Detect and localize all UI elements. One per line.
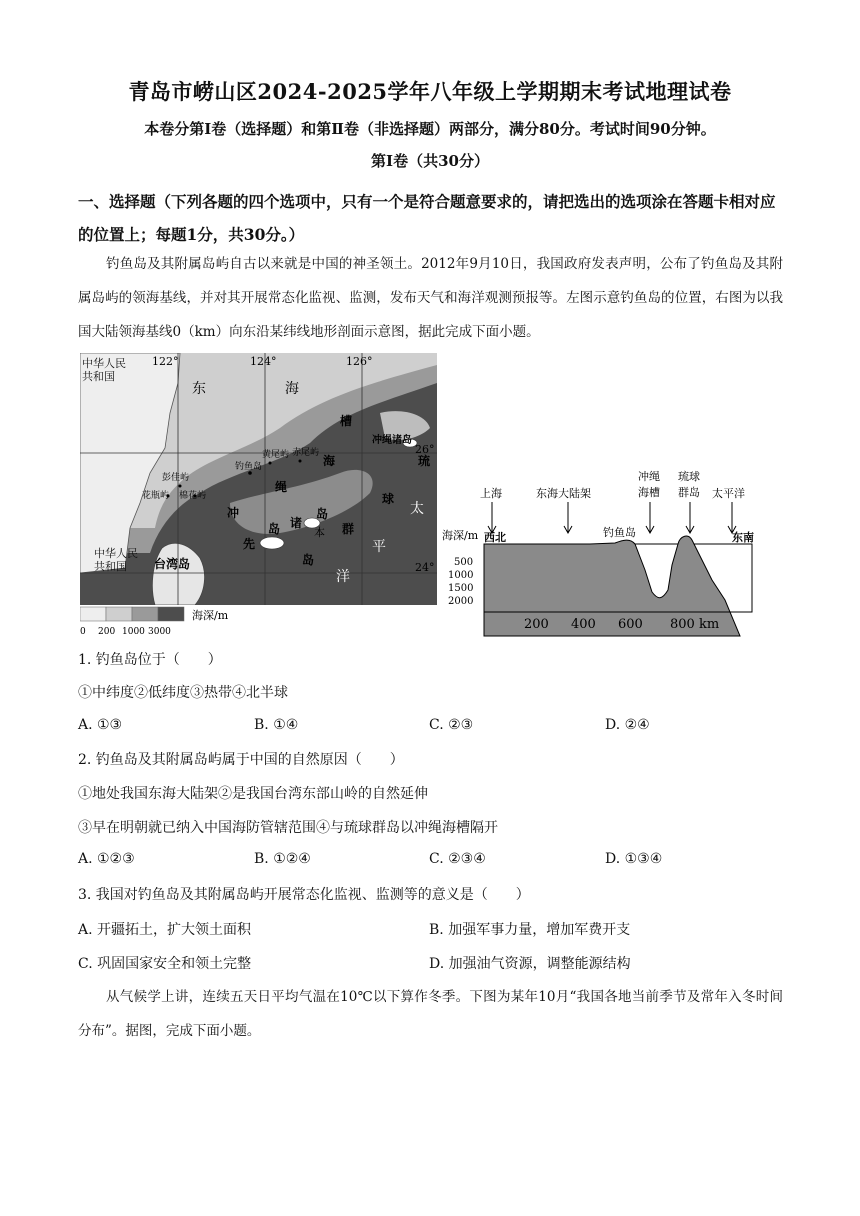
diaoyu-island-label: 钓鱼岛 — [235, 462, 263, 472]
sakishima-char-5: 群 — [342, 522, 355, 536]
legend-tick-200: 200 — [98, 627, 116, 637]
question-3-options-row1 — [78, 919, 783, 939]
chiwei-islet-dot — [299, 460, 302, 463]
sakishima-char-4: 岛 — [316, 507, 329, 521]
pengjia-islet-dot — [179, 485, 182, 488]
okinawa-islands-label: 冲绳诸岛 — [372, 435, 412, 446]
question-2-statements-2: ③早在明朝就已纳入中国海防管辖范围④与琉球群岛以冲绳海槽隔开 — [78, 820, 498, 836]
legend-swatch-1000 — [132, 607, 158, 621]
sakishima-char-3: 诸 — [290, 516, 303, 530]
label-trough-line2: 海槽 — [638, 486, 660, 499]
label-diaoyu-profile: 钓鱼岛 — [603, 526, 636, 539]
label-pacific: 太平洋 — [712, 487, 745, 500]
label-shanghai: 上海 — [480, 487, 502, 500]
legend-swatch-200 — [106, 607, 132, 621]
exam-instructions: 本卷分第Ⅰ卷（选择题）和第Ⅱ卷（非选择题）两部分，满分80分。考试时间90分钟。 — [144, 120, 716, 138]
pacific-label-3: 洋 — [336, 569, 350, 585]
taiwan-label: 台湾岛 — [154, 557, 191, 571]
question-2-options — [78, 851, 783, 871]
question-2-statements-1: ①地处我国东海大陆架②是我国台湾东部山岭的自然延伸 — [78, 786, 428, 802]
diaoyu-location-map — [80, 353, 437, 605]
trough-char-4: 冲 — [227, 506, 240, 520]
label-shelf: 东海大陆架 — [536, 487, 591, 500]
legend-tick-1000: 1000 — [122, 627, 145, 637]
intro-paragraph-winter: 从气候学上讲，连续五天日平均气温在10℃以下算作冬季。下图为某年10月“我国各地当前季节及常年入冬时间分布”。据图，完成下面小题。 — [78, 989, 783, 1039]
intro-paragraph-diaoyu: 钓鱼岛及其附属岛屿自古以来就是中国的神圣领土。2012年9月10日，我国政府发表声明，公布了钓鱼岛及其附属岛屿的领海基线，并对其开展常态化监视、监测，发布天气和海洋观测预报等。左图示意钓鱼岛的位置，右图为以我国大陆领海基线0（km）向东沿某纬线地形剖面示意图，据此完成下面小题。 — [78, 256, 783, 340]
distance-tick-400: 400 — [571, 617, 596, 632]
lat-label-26: 26° — [415, 443, 435, 456]
depth-tick-1000: 1000 — [448, 570, 474, 581]
sakishima-char-1: 先 — [243, 537, 256, 551]
section-heading: 一、选择题（下列各题的四个选项中，只有一个是符合题意要求的，请把选出的选项涂在答题卡相对应的位置上；每题1分，共30分。） — [78, 192, 776, 244]
lat-label-24: 24° — [415, 561, 435, 574]
trough-char-2: 海 — [323, 454, 336, 468]
distance-tick-600: 600 — [618, 617, 643, 632]
q3-option-d[interactable]: D. 加强油气资源，调整能源结构 — [429, 956, 631, 972]
question-2-stem: 2. 钓鱼岛及其附属岛屿属于中国的自然原因（ ） — [78, 752, 404, 768]
trough-char-1: 槽 — [340, 414, 353, 428]
mainland-label-bottom: 中华人民共和国 — [94, 547, 138, 573]
question-3-options-row2 — [78, 953, 783, 973]
depth-tick-1500: 1500 — [448, 583, 474, 594]
sakishima-char-2: 岛 — [268, 522, 281, 536]
question-1-stem: 1. 钓鱼岛位于（ ） — [78, 652, 222, 668]
legend-swatch-0 — [80, 607, 106, 621]
huangwei-islet-dot — [269, 462, 272, 465]
q2-option-c[interactable]: C. ②③④ — [429, 851, 486, 867]
q2-option-b[interactable]: B. ①②④ — [254, 851, 311, 867]
q1-option-a[interactable]: A. ①③ — [78, 717, 123, 733]
sakishima-char-7: 岛 — [302, 553, 315, 567]
chiwei-islet-label: 赤尾屿 — [292, 448, 320, 458]
lon-label-122: 122° — [152, 355, 179, 368]
label-ryukyu-line2: 群岛 — [678, 486, 700, 499]
pacific-label-1: 太 — [410, 501, 424, 517]
mainland-label-top: 中华人民共和国 — [82, 357, 126, 383]
lon-label-126: 126° — [346, 355, 373, 368]
east-china-sea-label-2: 海 — [285, 381, 299, 397]
q2-option-d[interactable]: D. ①③④ — [605, 851, 663, 867]
distance-tick-200: 200 — [524, 617, 549, 632]
q1-option-b[interactable]: B. ①④ — [254, 717, 299, 733]
legend-swatch-3000 — [158, 607, 184, 621]
part-heading: 第Ⅰ卷（共30分） — [371, 152, 489, 170]
question-3-stem: 3. 我国对钓鱼岛及其附属岛屿开展常态化监视、监测等的意义是（ ） — [78, 887, 530, 903]
terrain-profile-diagram — [440, 440, 760, 640]
page-title: 青岛市崂山区2024-2025学年八年级上学期期末考试地理试卷 — [128, 79, 732, 104]
label-trough-line1: 冲绳 — [638, 470, 660, 483]
label-southeast: 东南 — [732, 531, 754, 544]
label-northwest: 西北 — [484, 531, 506, 544]
sakishima-char-6: 本 — [314, 526, 325, 539]
q3-option-a[interactable]: A. 开疆拓土，扩大领土面积 — [78, 922, 252, 938]
q2-option-a[interactable]: A. ①②③ — [78, 851, 135, 867]
label-ryukyu-line1: 琉球 — [678, 470, 700, 483]
pacific-label-2: 平 — [372, 539, 386, 555]
depth-tick-2000: 2000 — [448, 596, 474, 607]
huaping-islet-label: 花瓶屿 — [142, 491, 170, 501]
lon-label-124: 124° — [250, 355, 277, 368]
question-1-options — [78, 717, 783, 737]
sakishima-island-a — [260, 537, 284, 549]
pengjia-islet-label: 彭佳屿 — [162, 473, 190, 483]
profile-depth-axis-label: 海深/m — [442, 529, 479, 542]
q1-option-c[interactable]: C. ②③ — [429, 717, 474, 733]
q3-option-c[interactable]: C. 巩固国家安全和领土完整 — [78, 956, 252, 972]
ryukyu-label-1: 琉 — [418, 454, 431, 468]
q3-option-b[interactable]: B. 加强军事力量，增加军费开支 — [429, 922, 631, 938]
mianhua-islet-label: 棉花屿 — [179, 491, 207, 501]
legend-tick-3000: 3000 — [148, 627, 171, 637]
legend-tick-0: 0 — [80, 627, 86, 637]
distance-tick-800: 800 km — [670, 617, 720, 632]
huangwei-islet-label: 黄尾屿 — [262, 450, 290, 460]
legend-unit-label: 海深/m — [192, 609, 229, 622]
depth-tick-500: 500 — [454, 557, 474, 568]
q1-option-d[interactable]: D. ②④ — [605, 717, 650, 733]
trough-char-3: 绳 — [275, 480, 288, 494]
question-1-statements: ①中纬度②低纬度③热带④北半球 — [78, 685, 288, 701]
ryukyu-label-2: 球 — [382, 492, 395, 506]
depth-legend — [80, 605, 280, 637]
east-china-sea-label-1: 东 — [192, 381, 206, 397]
